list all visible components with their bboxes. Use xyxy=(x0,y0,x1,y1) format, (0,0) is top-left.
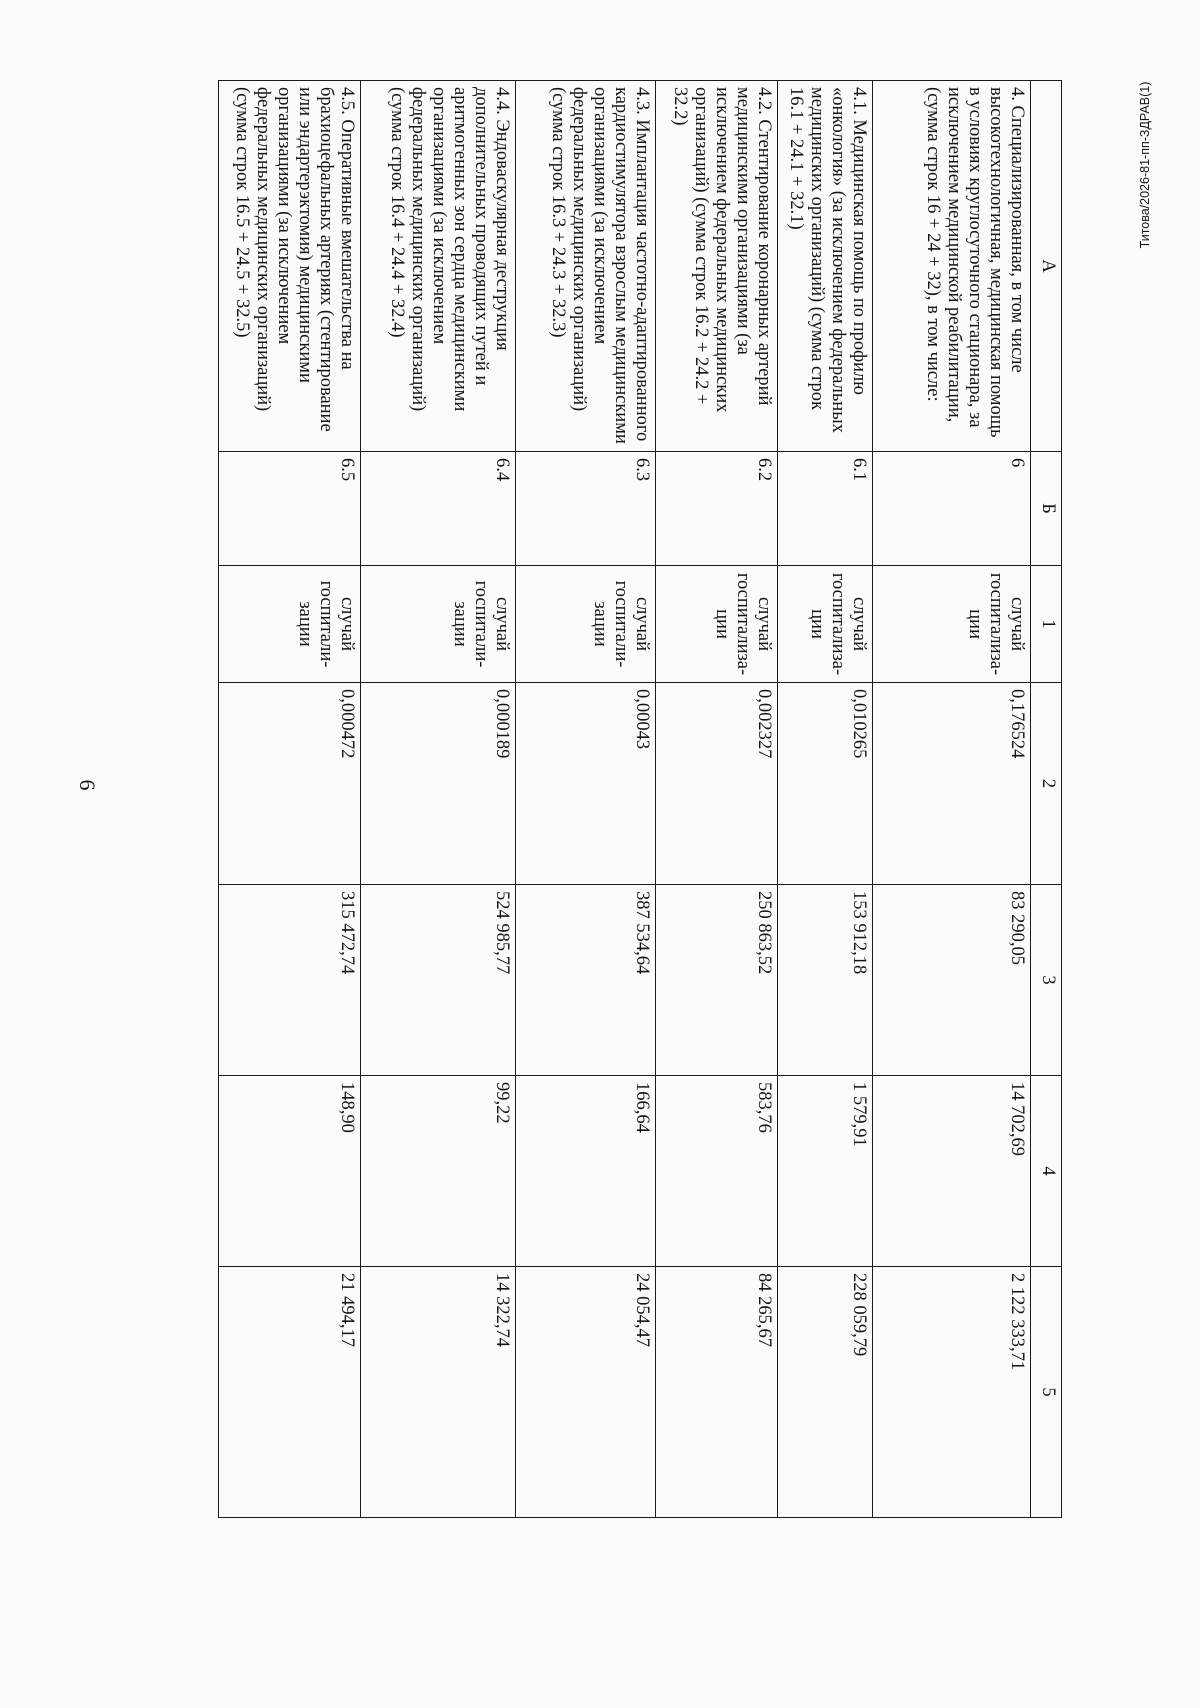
row-value-4: 583,76 xyxy=(656,1076,778,1267)
header-cell: 4 xyxy=(1031,1076,1062,1267)
row-value-2: 0,002327 xyxy=(656,683,778,885)
header-cell: 1 xyxy=(1031,566,1062,683)
table-row xyxy=(516,81,656,1518)
row-code: 6.4 xyxy=(361,452,516,566)
row-unit: случай госпитали-зации xyxy=(361,566,516,683)
row-value-2: 0,00043 xyxy=(516,683,656,885)
row-unit: случай госпитали-зации xyxy=(219,566,361,683)
row-value-4: 166,64 xyxy=(516,1076,656,1267)
row-code: 6.1 xyxy=(778,452,873,566)
row-value-4: 1 579,91 xyxy=(778,1076,873,1267)
row-value-5: 84 265,67 xyxy=(656,1267,778,1518)
header-cell: 5 xyxy=(1031,1267,1062,1518)
row-value-5: 2 122 333,71 xyxy=(873,1267,1031,1518)
row-name: 4.4. Эндоваскулярная деструкция дополнительных проводящих путей и аритмогенных зон сердца медицинскими организациями (за исключением федеральных медицинских организаций) (сумма строк 16.4 + 24.4 + 32.4) xyxy=(361,81,516,452)
table-row xyxy=(873,81,1031,1518)
row-name: 4.5. Оперативные вмешательства на брахиоцефальных артериях (стентирование или эндартерэктомия) медицинскими организациями (за исключением федеральных медицинских организаций) (сумма строк 16.5 + 24.5 + 32.5) xyxy=(219,81,361,452)
row-unit: случай госпитализа-ции xyxy=(778,566,873,683)
footer-reference: Титова/2026-81-пп-ЗДРАВ(1) xyxy=(1138,81,1152,249)
row-value-4: 148,90 xyxy=(219,1076,361,1267)
row-value-3: 387 534,64 xyxy=(516,885,656,1076)
data-table xyxy=(218,80,1062,1518)
row-code: 6.3 xyxy=(516,452,656,566)
row-unit: случай госпитали-зации xyxy=(516,566,656,683)
row-code: 6.2 xyxy=(656,452,778,566)
page-number: 6 xyxy=(75,779,100,791)
row-code: 6.5 xyxy=(219,452,361,566)
row-value-4: 14 702,69 xyxy=(873,1076,1031,1267)
row-value-2: 0,000472 xyxy=(219,683,361,885)
header-cell: Б xyxy=(1031,452,1062,566)
row-value-3: 250 863,52 xyxy=(656,885,778,1076)
table-row xyxy=(219,81,361,1518)
rotated-table-container xyxy=(136,80,1062,1517)
row-value-5: 21 494,17 xyxy=(219,1267,361,1518)
header-cell: 2 xyxy=(1031,683,1062,885)
header-cell: А xyxy=(1031,81,1062,452)
row-value-5: 14 322,74 xyxy=(361,1267,516,1518)
row-code: 6 xyxy=(873,452,1031,566)
document-footer xyxy=(1130,60,1160,270)
table-header-row xyxy=(1031,81,1062,1518)
table-row xyxy=(778,81,873,1518)
row-value-4: 99,22 xyxy=(361,1076,516,1267)
row-value-5: 24 054,47 xyxy=(516,1267,656,1518)
row-name: 4.3. Имплантация частотно-адаптированного кардиостимулятора взрослым медицинскими организациями (за исключением федеральных медицинских организаций) (сумма строк 16.3 + 24.3 + 32.3) xyxy=(516,81,656,452)
row-value-2: 0,000189 xyxy=(361,683,516,885)
row-value-2: 0,176524 xyxy=(873,683,1031,885)
row-name: 4. Специализированная, в том числе высокотехнологичная, медицинская помощь в условиях круглосуточного стационара, за исключением медицинской реабилитации, (сумма строк 16 + 24 + 32), в том числе: xyxy=(873,81,1031,452)
row-name: 4.1. Медицинская помощь по профилю «онкология» (за исключением федеральных медицинских организаций) (сумма строк 16.1 + 24.1 + 32.1) xyxy=(778,81,873,452)
row-value-3: 153 912,18 xyxy=(778,885,873,1076)
row-value-3: 524 985,77 xyxy=(361,885,516,1076)
row-unit: случай госпитализа-ции xyxy=(873,566,1031,683)
table-row xyxy=(361,81,516,1518)
row-value-3: 315 472,74 xyxy=(219,885,361,1076)
table-row xyxy=(656,81,778,1518)
row-value-5: 228 059,79 xyxy=(778,1267,873,1518)
header-cell: 3 xyxy=(1031,885,1062,1076)
row-value-3: 83 290,05 xyxy=(873,885,1031,1076)
row-value-2: 0,010265 xyxy=(778,683,873,885)
row-name: 4.2. Стентирование коронарных артерий медицинскими организациями (за исключением федеральных медицинских организаций) (сумма строк 16.2 + 24.2 + 32.2) xyxy=(656,81,778,452)
row-unit: случай госпитализа-ции xyxy=(656,566,778,683)
